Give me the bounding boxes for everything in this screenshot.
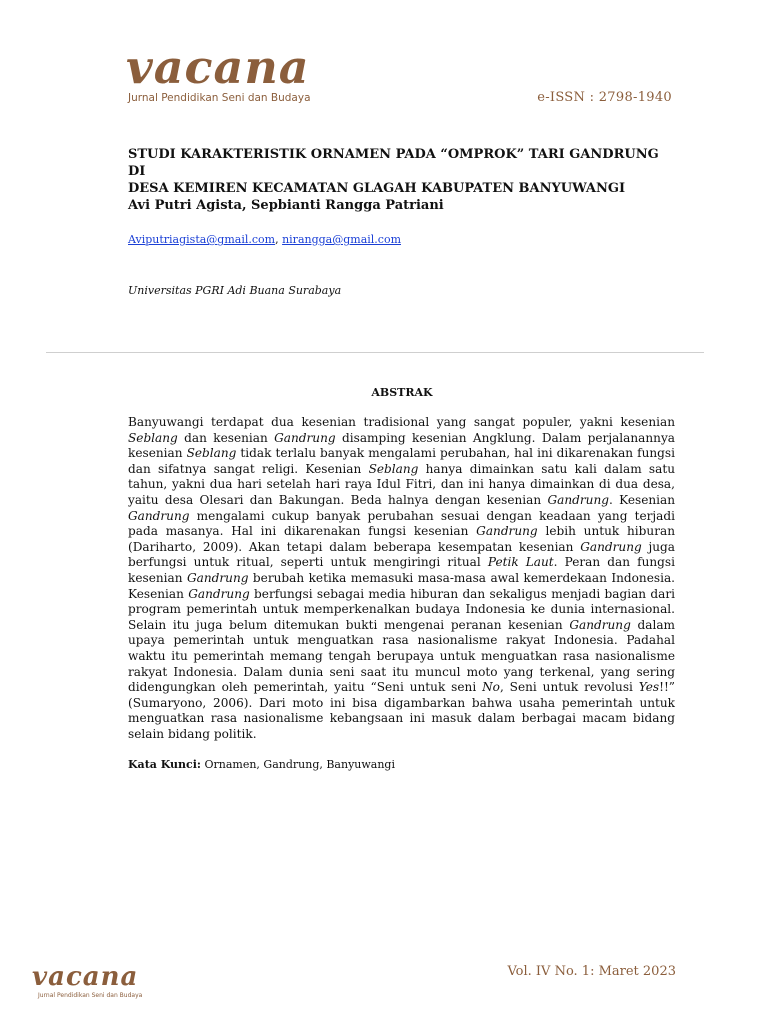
abstract-text-run: !!” (Sumaryono, 2006). Dari moto ini bisa digambarkan bahwa usaha pemerintah untuk menguatkan rasa nasionalisme kebangsaan ini masuk dalam berbagai macam bidang selain bidang politik. (128, 680, 675, 741)
keywords-label: Kata Kunci: (128, 758, 201, 771)
abstract-text-run: lebih untuk hiburan (Dariharto, 2009). Akan tetapi dalam beberapa kesempatan kesenian (128, 524, 675, 554)
abstract-italic-term: Petik Laut (487, 555, 554, 570)
email-link-2[interactable]: nirangga@gmail.com (282, 233, 401, 246)
abstract-text-run: juga berfungsi untuk ritual, seperti untuk mengiringi ritual (128, 539, 675, 570)
title-line-1: STUDI KARAKTERISTIK ORNAMEN PADA “OMPROK” TARI GANDRUNG DI (128, 147, 659, 179)
keywords-value: Ornamen, Gandrung, Banyuwangi (200, 758, 395, 771)
keywords (128, 758, 395, 771)
abstract-text-run: berubah ketika memasuki masa-masa awal kemerdekaan Indonesia. Kesenian (128, 570, 675, 601)
journal-logo (126, 40, 311, 104)
abstract-text-run: dan kesenian (177, 430, 275, 445)
abstract-text-run: Banyuwangi terdapat dua kesenian tradisional yang sangat populer, yakni kesenian (128, 415, 675, 429)
volume-issue: Vol. IV No. 1: Maret 2023 (507, 964, 676, 979)
abstract-italic-term: Gandrung (580, 539, 642, 554)
abstract-italic-term: Gandrung (128, 508, 190, 523)
email-link-1[interactable]: Aviputriagista@gmail.com (128, 233, 276, 246)
abstract-text-run: . Peran dan fungsi kesenian (128, 555, 675, 585)
abstract-text-run: , Seni untuk revolusi (499, 680, 639, 695)
abstract-italic-term: Seblang (186, 446, 237, 461)
abstract-italic-term: Gandrung (569, 617, 631, 632)
email-separator: , (275, 233, 283, 246)
issn-label: e-ISSN : 2798-1940 (537, 90, 672, 105)
abstract-body (128, 415, 675, 742)
footer-logo (32, 962, 142, 999)
abstract-italic-term: Gandrung (476, 524, 538, 539)
title-line-2: DESA KEMIREN KECAMATAN GLAGAH KABUPATEN BANYUWANGI (128, 181, 626, 196)
section-divider (46, 352, 704, 353)
author-emails (128, 233, 401, 246)
abstract-text-run: berfungsi sebagai media hiburan dan sekaligus menjadi bagian dari program pemerintah untuk memperkenalkan budaya Indonesia ke dunia internasional. Selain itu juga belum ditemukan bukti mengenai peranan kesenian (128, 586, 675, 632)
article-title (128, 146, 668, 197)
footer-logo-wordmark: vacana (32, 962, 139, 992)
abstract-text-run: . Kesenian (608, 492, 676, 507)
abstract-text-run: disamping kesenian Angklung. Dalam perjalanannya kesenian (128, 430, 675, 461)
abstract-italic-term: Gandrung (274, 430, 336, 445)
abstract-text-run: tidak terlalu banyak mengalami perubahan, hal ini dikarenakan fungsi dan sifatnya sangat religi. Kesenian (128, 446, 675, 476)
abstract-text-run: hanya dimainkan satu kali dalam satu tahun, yakni dua hari setelah hari raya Idul Fitri, dan ini hanya dimainkan di dua desa, yaitu desa Olesari dan Bakungan. Beda halnya dengan kesenian (128, 461, 675, 507)
abstract-italic-term: Gandrung (547, 492, 609, 507)
logo-subtitle: Jurnal Pendidikan Seni dan Budaya (128, 92, 311, 104)
author-list: Avi Putri Agista, Sepbianti Rangga Patriani (128, 198, 444, 213)
abstract-italic-term: Gandrung (186, 570, 249, 585)
affiliation: Universitas PGRI Adi Buana Surabaya (128, 284, 342, 297)
footer-logo-subtitle: Jurnal Pendidikan Seni dan Budaya (38, 992, 143, 999)
abstract-heading: ABSTRAK (371, 386, 433, 399)
abstract-italic-term: No (482, 680, 500, 695)
abstract-italic-term: Seblang (368, 461, 419, 476)
logo-wordmark: vacana (126, 40, 310, 94)
abstract-text-run: dalam upaya pemerintah untuk menguatkan rasa nasionalisme rakyat Indonesia. Padahal waktu itu pemerintah memang tengah berupaya untuk menguatkan rasa nasionalisme rakyat Indonesia. Dalam dunia seni saat itu muncul moto yang terkenal, yang sering didengungkan oleh pemerintah, yaitu “Seni untuk seni (128, 617, 676, 695)
abstract-text-run: mengalami cukup banyak perubahan sesuai dengan keadaan yang terjadi pada masanya. Hal ini dikarenakan fungsi kesenian (128, 508, 675, 539)
abstract-italic-term: Seblang (128, 430, 178, 445)
abstract-italic-term: Yes (638, 680, 660, 695)
abstract-italic-term: Gandrung (188, 586, 250, 601)
